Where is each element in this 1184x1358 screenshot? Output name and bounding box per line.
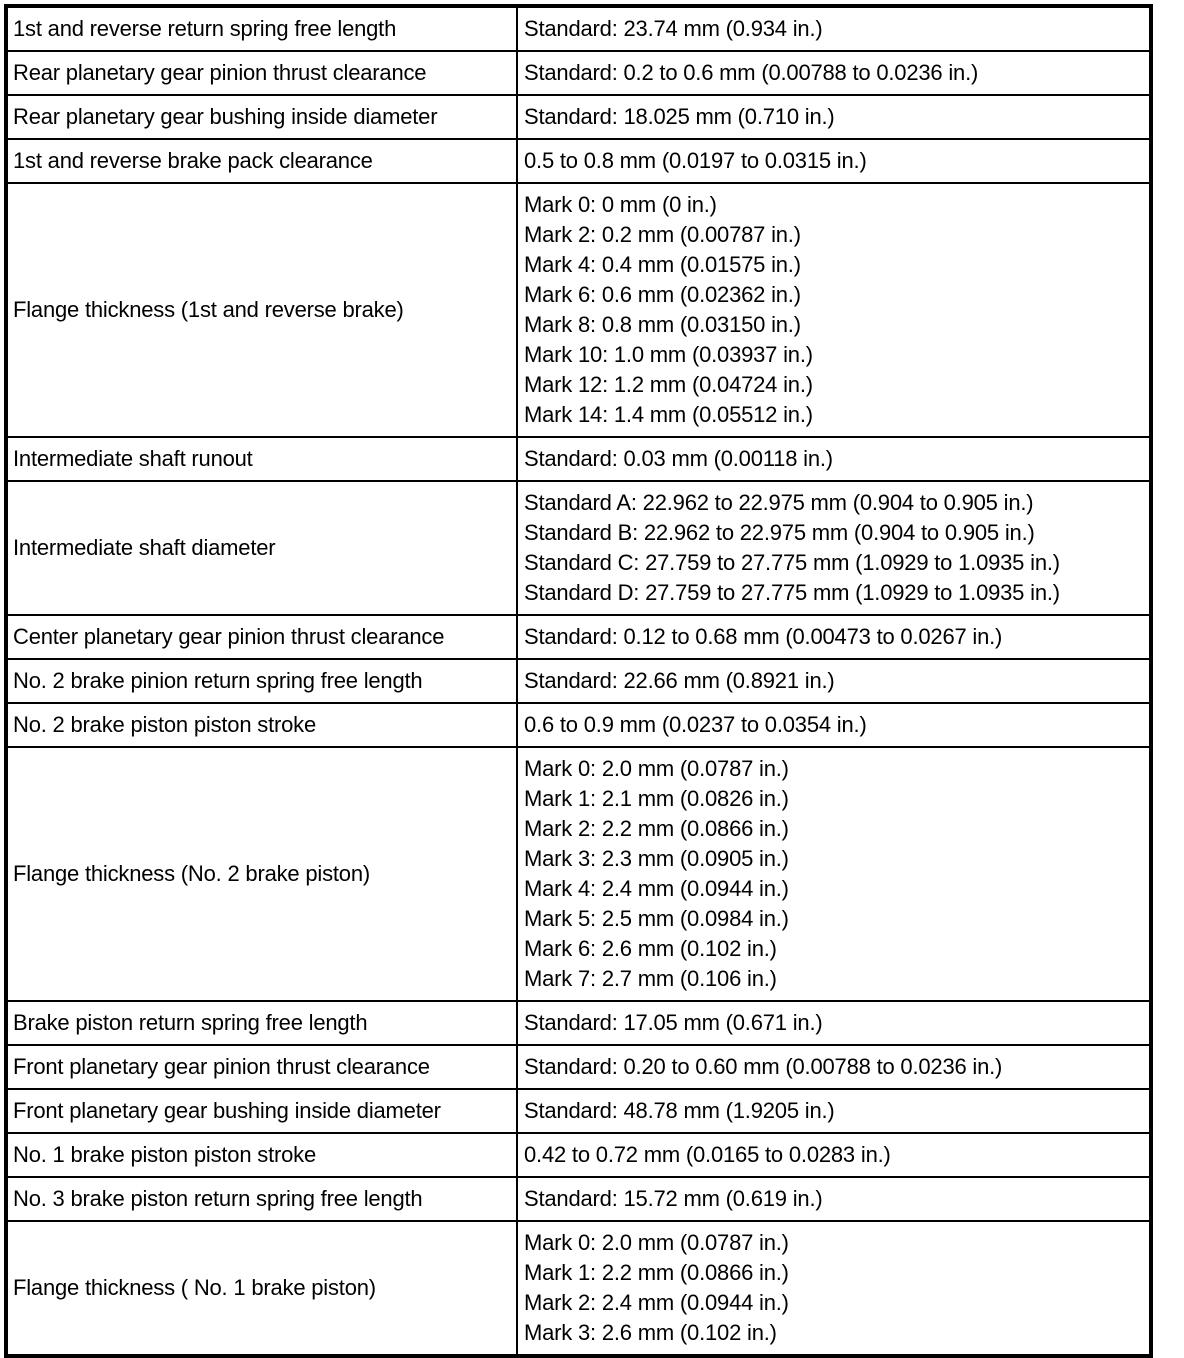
spec-value-cell [517, 703, 1151, 747]
spec-value-cell [517, 1221, 1151, 1356]
spec-value-cell [517, 6, 1151, 51]
spec-value-line: Mark 0: 2.0 mm (0.0787 in.) [524, 756, 789, 781]
spec-value-cell [517, 139, 1151, 183]
spec-value-line: 0.5 to 0.8 mm (0.0197 to 0.0315 in.) [524, 148, 867, 173]
spec-value-cell [517, 1133, 1151, 1177]
spec-value-line: Standard: 0.12 to 0.68 mm (0.00473 to 0.0267 in.) [524, 624, 1003, 649]
spec-value-line: Standard: 18.025 mm (0.710 in.) [524, 104, 835, 129]
table-row [6, 481, 1151, 615]
spec-value-cell [517, 1001, 1151, 1045]
table-row [6, 1177, 1151, 1221]
spec-value-line: Standard C: 27.759 to 27.775 mm (1.0929 to 1.0935 in.) [524, 550, 1060, 575]
spec-value-line: Standard A: 22.962 to 22.975 mm (0.904 to 0.905 in.) [524, 490, 1034, 515]
spec-value-line: Mark 6: 0.6 mm (0.02362 in.) [524, 282, 801, 307]
spec-value-line: Mark 12: 1.2 mm (0.04724 in.) [524, 372, 813, 397]
table-row [6, 183, 1151, 437]
table-row [6, 659, 1151, 703]
table-row [6, 1045, 1151, 1089]
spec-value-line: Mark 1: 2.1 mm (0.0826 in.) [524, 786, 789, 811]
spec-value-line: Mark 3: 2.6 mm (0.102 in.) [524, 1320, 777, 1345]
table-row [6, 1089, 1151, 1133]
spec-item-label: 1st and reverse brake pack clearance [6, 139, 517, 183]
spec-value-line: Standard D: 27.759 to 27.775 mm (1.0929 to 1.0935 in.) [524, 580, 1060, 605]
spec-item-label: No. 1 brake piston piston stroke [6, 1133, 517, 1177]
spec-value-line: Mark 4: 0.4 mm (0.01575 in.) [524, 252, 801, 277]
spec-value-cell [517, 1177, 1151, 1221]
spec-item-label: Brake piston return spring free length [6, 1001, 517, 1045]
table-row [6, 51, 1151, 95]
spec-value-line: Standard: 0.20 to 0.60 mm (0.00788 to 0.0236 in.) [524, 1054, 1003, 1079]
spec-value-line: Standard: 23.74 mm (0.934 in.) [524, 16, 823, 41]
spec-value-line: Mark 2: 0.2 mm (0.00787 in.) [524, 222, 801, 247]
spec-value-line: Mark 2: 2.4 mm (0.0944 in.) [524, 1290, 789, 1315]
spec-value-line: Mark 6: 2.6 mm (0.102 in.) [524, 936, 777, 961]
spec-value-cell [517, 615, 1151, 659]
spec-value-cell [517, 1045, 1151, 1089]
spec-item-label: No. 2 brake pinion return spring free length [6, 659, 517, 703]
spec-value-line: Standard: 17.05 mm (0.671 in.) [524, 1010, 823, 1035]
spec-value-line: Standard: 22.66 mm (0.8921 in.) [524, 668, 835, 693]
table-row [6, 703, 1151, 747]
table-row [6, 615, 1151, 659]
spec-item-label: Flange thickness (No. 2 brake piston) [6, 747, 517, 1001]
spec-value-line: Mark 10: 1.0 mm (0.03937 in.) [524, 342, 813, 367]
table-row [6, 747, 1151, 1001]
spec-item-label: Intermediate shaft diameter [6, 481, 517, 615]
spec-value-line: Mark 7: 2.7 mm (0.106 in.) [524, 966, 777, 991]
spec-item-label: Rear planetary gear pinion thrust clearance [6, 51, 517, 95]
table-row [6, 1221, 1151, 1356]
spec-value-line: 0.42 to 0.72 mm (0.0165 to 0.0283 in.) [524, 1142, 891, 1167]
spec-value-line: Mark 3: 2.3 mm (0.0905 in.) [524, 846, 789, 871]
spec-value-cell [517, 95, 1151, 139]
spec-value-cell [517, 1089, 1151, 1133]
table-row [6, 95, 1151, 139]
spec-value-cell [517, 183, 1151, 437]
spec-item-label: Center planetary gear pinion thrust clearance [6, 615, 517, 659]
spec-value-line: Standard: 48.78 mm (1.9205 in.) [524, 1098, 835, 1123]
spec-item-label: Rear planetary gear bushing inside diameter [6, 95, 517, 139]
spec-value-line: 0.6 to 0.9 mm (0.0237 to 0.0354 in.) [524, 712, 867, 737]
spec-value-line: Mark 0: 0 mm (0 in.) [524, 192, 717, 217]
spec-value-cell [517, 51, 1151, 95]
table-row [6, 1001, 1151, 1045]
spec-item-label: No. 2 brake piston piston stroke [6, 703, 517, 747]
spec-item-label: 1st and reverse return spring free length [6, 6, 517, 51]
spec-item-label: Front planetary gear bushing inside diameter [6, 1089, 517, 1133]
spec-item-label: No. 3 brake piston return spring free length [6, 1177, 517, 1221]
table-row [6, 139, 1151, 183]
spec-value-line: Mark 8: 0.8 mm (0.03150 in.) [524, 312, 801, 337]
spec-value-line: Mark 1: 2.2 mm (0.0866 in.) [524, 1260, 789, 1285]
spec-item-label: Flange thickness ( No. 1 brake piston) [6, 1221, 517, 1356]
spec-value-line: Mark 2: 2.2 mm (0.0866 in.) [524, 816, 789, 841]
table-row [6, 6, 1151, 51]
spec-value-line: Standard: 0.2 to 0.6 mm (0.00788 to 0.0236 in.) [524, 60, 979, 85]
specification-table [4, 4, 1153, 1358]
spec-value-line: Mark 5: 2.5 mm (0.0984 in.) [524, 906, 789, 931]
table-row [6, 437, 1151, 481]
specification-table-body [6, 6, 1151, 1356]
spec-value-line: Standard: 0.03 mm (0.00118 in.) [524, 446, 833, 471]
spec-value-cell [517, 747, 1151, 1001]
spec-item-label: Intermediate shaft runout [6, 437, 517, 481]
spec-value-line: Mark 4: 2.4 mm (0.0944 in.) [524, 876, 789, 901]
spec-value-line: Standard: 15.72 mm (0.619 in.) [524, 1186, 823, 1211]
spec-value-cell [517, 659, 1151, 703]
spec-value-line: Standard B: 22.962 to 22.975 mm (0.904 to 0.905 in.) [524, 520, 1035, 545]
spec-item-label: Front planetary gear pinion thrust clearance [6, 1045, 517, 1089]
table-row [6, 1133, 1151, 1177]
spec-value-cell [517, 437, 1151, 481]
spec-item-label: Flange thickness (1st and reverse brake) [6, 183, 517, 437]
spec-value-cell [517, 481, 1151, 615]
spec-value-line: Mark 0: 2.0 mm (0.0787 in.) [524, 1230, 789, 1255]
spec-value-line: Mark 14: 1.4 mm (0.05512 in.) [524, 402, 813, 427]
